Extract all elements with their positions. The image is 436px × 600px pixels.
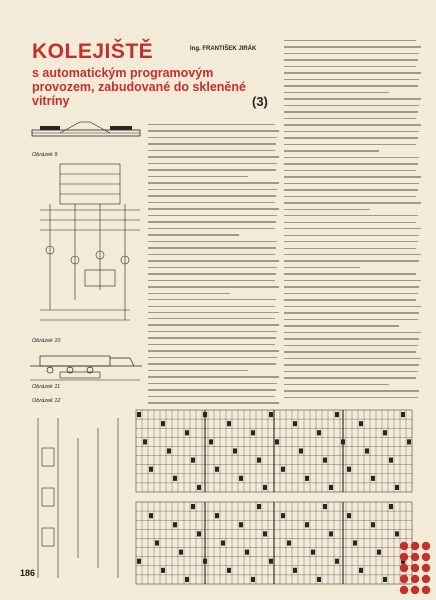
step-mark [203, 559, 207, 564]
step-mark [185, 577, 189, 582]
text-line [284, 228, 421, 229]
page-number: 186 [20, 568, 36, 578]
step-mark [407, 439, 411, 444]
text-line [284, 293, 418, 294]
text-line [148, 383, 277, 384]
text-line [148, 176, 248, 177]
step-mark [281, 513, 285, 518]
text-line [284, 345, 418, 346]
text-line [284, 85, 418, 86]
text-line [284, 79, 419, 80]
text-line [148, 337, 276, 338]
step-mark [311, 550, 315, 555]
decorative-dot [411, 564, 419, 572]
text-line [284, 92, 389, 93]
article-author: Ing. FRANTIŠEK JIRÁK [190, 46, 257, 52]
text-line [284, 260, 419, 261]
step-mark [251, 430, 255, 435]
step-mark [353, 540, 357, 545]
text-line [284, 371, 418, 372]
text-line [284, 332, 421, 333]
figure-11-diagram [30, 352, 140, 382]
step-mark [161, 421, 165, 426]
step-mark [137, 412, 141, 417]
text-line [148, 363, 276, 364]
text-line [284, 118, 416, 119]
text-line [148, 221, 276, 222]
text-line [148, 370, 248, 371]
text-line [284, 397, 418, 398]
step-mark [341, 439, 345, 444]
text-line [284, 312, 419, 313]
text-line [148, 163, 277, 164]
figure-9-track-layout [30, 112, 142, 152]
text-line [148, 137, 277, 138]
text-column-right [284, 40, 422, 403]
text-line [284, 105, 419, 106]
step-mark [371, 522, 375, 527]
text-line [284, 202, 421, 203]
step-mark [305, 476, 309, 481]
text-line [284, 254, 421, 255]
text-line [284, 72, 421, 73]
step-mark [389, 504, 393, 509]
decorative-dot [422, 586, 430, 594]
text-line [284, 280, 421, 281]
step-mark [347, 467, 351, 472]
figure-12-sequence-tables [28, 408, 420, 588]
step-mark [197, 531, 201, 536]
step-mark [167, 448, 171, 453]
step-mark [245, 550, 249, 555]
text-line [148, 286, 279, 287]
text-line [148, 228, 275, 229]
text-line [284, 286, 419, 287]
step-mark [299, 448, 303, 453]
step-mark [359, 568, 363, 573]
text-line [284, 196, 416, 197]
step-mark [371, 476, 375, 481]
step-mark [269, 412, 273, 417]
text-line [284, 59, 418, 60]
step-mark [191, 458, 195, 463]
step-mark [263, 485, 267, 490]
text-line [284, 364, 419, 365]
step-mark [383, 430, 387, 435]
step-mark [383, 577, 387, 582]
figure-9-label: Obrázek 9 [32, 152, 58, 158]
text-line [284, 170, 416, 171]
text-line [148, 241, 277, 242]
step-mark [275, 439, 279, 444]
text-line [148, 254, 275, 255]
text-line [148, 331, 277, 332]
step-mark [395, 485, 399, 490]
step-mark [191, 504, 195, 509]
decorative-dot [422, 564, 430, 572]
figure-12-table-2 [136, 502, 412, 584]
text-line [284, 144, 416, 145]
text-line [148, 260, 279, 261]
decorative-dot [400, 575, 408, 583]
text-line [284, 358, 421, 359]
text-line [148, 247, 276, 248]
step-mark [179, 550, 183, 555]
decorative-dot [422, 553, 430, 561]
text-line [284, 273, 416, 274]
step-mark [137, 559, 141, 564]
text-line [148, 150, 275, 151]
text-line [148, 376, 279, 377]
step-mark [221, 540, 225, 545]
text-line [284, 189, 418, 190]
text-line [148, 273, 276, 274]
step-mark [173, 476, 177, 481]
decorative-dot [411, 553, 419, 561]
text-line [148, 306, 275, 307]
text-line [148, 344, 275, 345]
step-mark [185, 430, 189, 435]
text-line [284, 338, 419, 339]
step-mark [251, 577, 255, 582]
step-mark [149, 467, 153, 472]
text-line [284, 53, 419, 54]
text-line [148, 389, 276, 390]
step-mark [329, 485, 333, 490]
step-mark [143, 439, 147, 444]
step-mark [239, 522, 243, 527]
figure-11-label: Obrázek 11 [32, 384, 61, 390]
step-mark [323, 504, 327, 509]
text-line [148, 267, 277, 268]
text-line [148, 143, 276, 144]
decorative-dot [411, 586, 419, 594]
text-line [284, 390, 419, 391]
text-line [284, 299, 416, 300]
decorative-dot [400, 586, 408, 594]
text-line [284, 325, 399, 326]
figure-12-label: Obrázek 12 [32, 398, 61, 404]
figure-9-wiring-schematic [30, 160, 148, 338]
text-line [148, 156, 279, 157]
text-line [284, 124, 421, 125]
step-mark [257, 504, 261, 509]
text-line [148, 402, 279, 403]
step-mark [263, 531, 267, 536]
text-line [284, 384, 389, 385]
text-line [284, 40, 416, 41]
text-line [284, 267, 360, 268]
step-mark [335, 559, 339, 564]
article-part-number: (3) [252, 94, 268, 109]
decorative-dot [422, 575, 430, 583]
step-mark [227, 568, 231, 573]
text-line [284, 137, 418, 138]
step-mark [155, 540, 159, 545]
text-line [284, 131, 419, 132]
step-mark [287, 540, 291, 545]
text-line [284, 248, 416, 249]
text-line [148, 215, 277, 216]
text-line [148, 195, 276, 196]
step-mark [395, 531, 399, 536]
decorative-dot [400, 553, 408, 561]
text-line [148, 293, 230, 294]
text-line [284, 163, 418, 164]
step-mark [269, 559, 273, 564]
step-mark [329, 531, 333, 536]
step-mark [365, 448, 369, 453]
text-line [148, 124, 275, 125]
text-line [284, 377, 416, 378]
figure-12-step-marks-2 [137, 504, 405, 582]
step-mark [281, 467, 285, 472]
step-mark [227, 421, 231, 426]
text-line [148, 318, 275, 319]
step-mark [209, 439, 213, 444]
step-mark [161, 568, 165, 573]
text-line [148, 324, 279, 325]
step-mark [389, 458, 393, 463]
step-mark [347, 513, 351, 518]
step-mark [305, 522, 309, 527]
article-subtitle: s automatickým programovým provozem, zabudované do skleněné vitríny [32, 66, 246, 108]
relay-block [42, 528, 54, 546]
text-line [148, 189, 277, 190]
step-mark [335, 412, 339, 417]
decorative-dot [422, 542, 430, 550]
step-mark [293, 568, 297, 573]
text-line [148, 299, 276, 300]
text-line [284, 351, 416, 352]
step-mark [323, 458, 327, 463]
step-mark [233, 448, 237, 453]
text-line [284, 157, 419, 158]
figure-10-label: Obrázek 10 [32, 338, 61, 344]
text-line [284, 222, 416, 223]
text-line [284, 235, 419, 236]
step-mark [215, 513, 219, 518]
step-mark [293, 421, 297, 426]
text-line [284, 150, 379, 151]
text-line [148, 350, 279, 351]
decorative-dot [400, 564, 408, 572]
decorative-dot [400, 542, 408, 550]
decorative-dot-grid [398, 540, 432, 594]
text-line [284, 209, 370, 210]
step-mark [239, 476, 243, 481]
step-mark [317, 430, 321, 435]
figure-12-schematic [38, 418, 118, 578]
step-mark [215, 467, 219, 472]
text-line [148, 182, 279, 183]
text-line [284, 306, 421, 307]
article-title: KOLEJIŠTĚ [32, 40, 154, 63]
text-line [148, 357, 277, 358]
step-mark [377, 550, 381, 555]
text-line [148, 280, 275, 281]
figure-12-table-1 [136, 410, 412, 492]
text-line [284, 319, 418, 320]
text-line [148, 130, 279, 131]
step-mark [197, 485, 201, 490]
step-mark [149, 513, 153, 518]
text-line [148, 169, 276, 170]
text-line [148, 396, 275, 397]
text-line [284, 46, 421, 47]
text-line [284, 183, 419, 184]
text-column-middle-lower [148, 318, 280, 409]
step-mark [173, 522, 177, 527]
text-column-middle [148, 124, 280, 319]
relay-block [42, 488, 54, 506]
text-line [148, 208, 279, 209]
step-mark [401, 412, 405, 417]
decorative-dot [411, 575, 419, 583]
text-line [284, 98, 421, 99]
relay-block [42, 448, 54, 466]
text-line [284, 176, 421, 177]
step-mark [359, 421, 363, 426]
text-line [148, 202, 275, 203]
step-mark [257, 458, 261, 463]
text-line [148, 234, 239, 235]
text-line [284, 241, 418, 242]
text-line [284, 111, 418, 112]
text-line [284, 66, 416, 67]
step-mark [317, 577, 321, 582]
text-line [284, 215, 418, 216]
decorative-dot [411, 542, 419, 550]
text-line [148, 312, 279, 313]
step-mark [203, 412, 207, 417]
